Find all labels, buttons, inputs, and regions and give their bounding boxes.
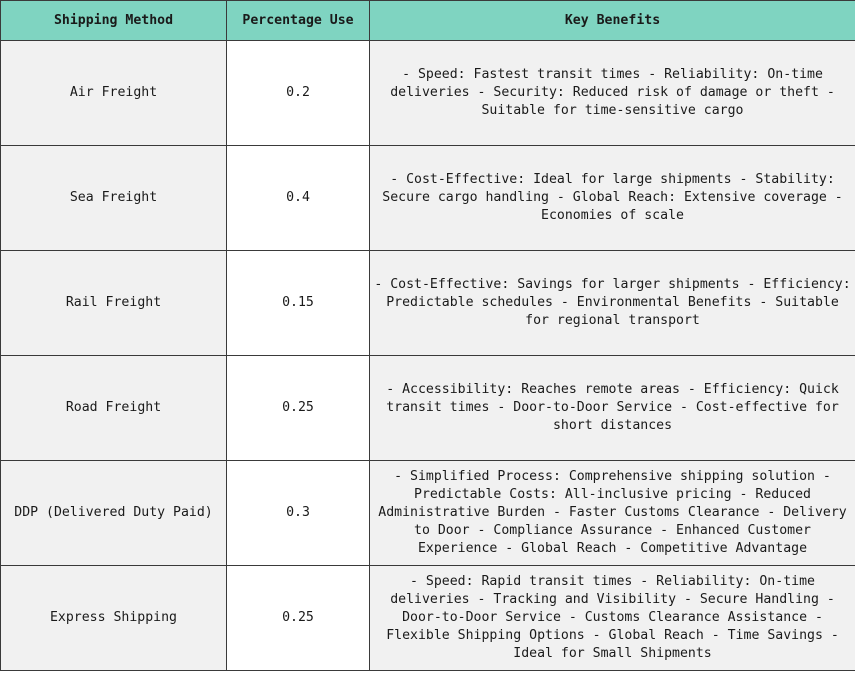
cell-benefits: - Simplified Process: Comprehensive shipping solution - Predictable Costs: All-inclusive pricing - Reduced Administrative Burden - Faster Customs Clearance - Delivery to Door - Compliance Assurance - Enhanced Customer Experience - Global Reach - Competitive Advantage bbox=[370, 461, 855, 566]
cell-method: Rail Freight bbox=[1, 251, 227, 356]
cell-percentage: 0.2 bbox=[227, 41, 370, 146]
cell-percentage: 0.25 bbox=[227, 356, 370, 461]
cell-benefits: - Cost-Effective: Savings for larger shipments - Efficiency: Predictable schedules - Environmental Benefits - Suitable for regional transport bbox=[370, 251, 855, 356]
cell-benefits: - Cost-Effective: Ideal for large shipments - Stability: Secure cargo handling - Global Reach: Extensive coverage - Economies of scale bbox=[370, 146, 855, 251]
cell-benefits: - Speed: Fastest transit times - Reliability: On-time deliveries - Security: Reduced risk of damage or theft - Suitable for time-sensitive cargo bbox=[370, 41, 855, 146]
table-header bbox=[1, 1, 855, 41]
cell-method: DDP (Delivered Duty Paid) bbox=[1, 461, 227, 566]
header-key-benefits: Key Benefits bbox=[370, 1, 855, 41]
header-row bbox=[1, 1, 855, 41]
table-row bbox=[1, 41, 855, 146]
cell-benefits: - Accessibility: Reaches remote areas - Efficiency: Quick transit times - Door-to-Door Service - Cost-effective for short distances bbox=[370, 356, 855, 461]
table-row bbox=[1, 251, 855, 356]
table-row bbox=[1, 461, 855, 566]
cell-percentage: 0.25 bbox=[227, 566, 370, 671]
cell-percentage: 0.3 bbox=[227, 461, 370, 566]
table-row bbox=[1, 356, 855, 461]
cell-benefits: - Speed: Rapid transit times - Reliability: On-time deliveries - Tracking and Visibility - Secure Handling - Door-to-Door Service - Customs Clearance Assistance - Flexible Shipping Options - Global Reach - Time Savings - Ideal for Small Shipments bbox=[370, 566, 855, 671]
cell-percentage: 0.4 bbox=[227, 146, 370, 251]
cell-percentage: 0.15 bbox=[227, 251, 370, 356]
header-shipping-method: Shipping Method bbox=[1, 1, 227, 41]
cell-method: Sea Freight bbox=[1, 146, 227, 251]
table-row bbox=[1, 566, 855, 671]
header-percentage-use: Percentage Use bbox=[227, 1, 370, 41]
cell-method: Road Freight bbox=[1, 356, 227, 461]
cell-method: Express Shipping bbox=[1, 566, 227, 671]
table-body bbox=[1, 41, 855, 671]
table-row bbox=[1, 146, 855, 251]
cell-method: Air Freight bbox=[1, 41, 227, 146]
